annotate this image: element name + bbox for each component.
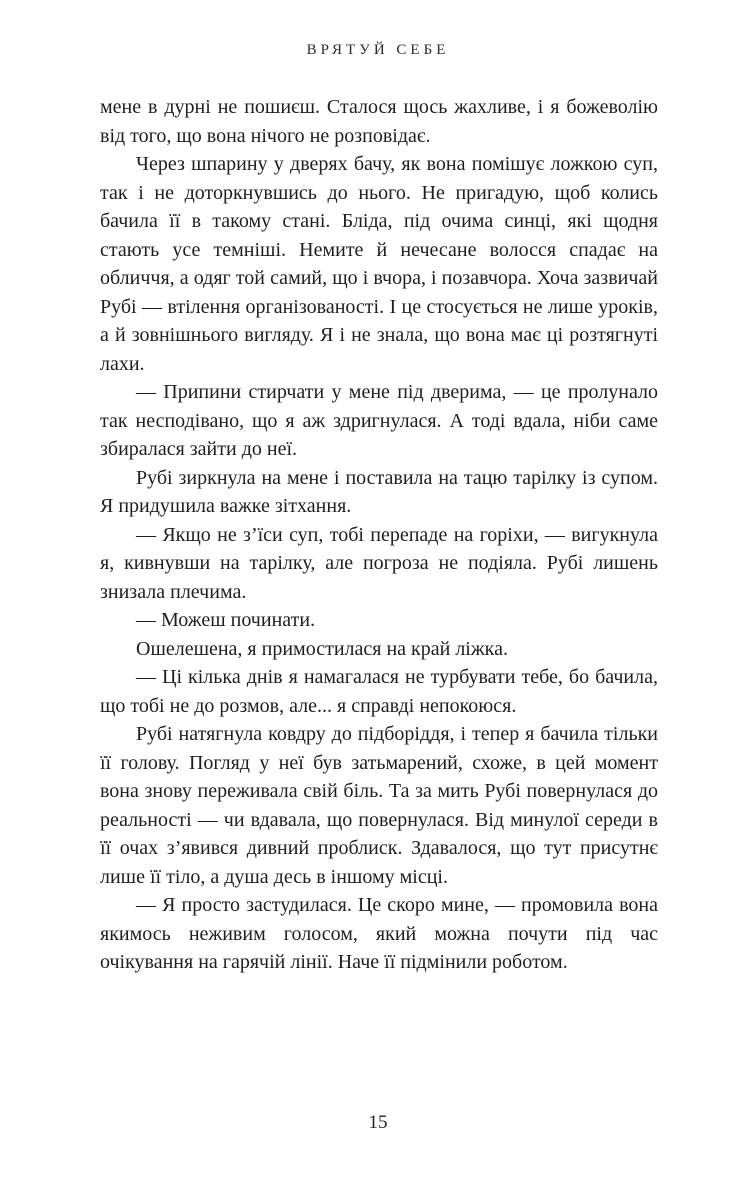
page-body bbox=[100, 93, 658, 977]
paragraph: — Припини стирчати у мене під дверима, — це пролунало так несподівано, що я аж здригнулася. А тоді вдала, ніби саме збиралася зайти до неї. bbox=[100, 381, 658, 460]
paragraph: Рубі зиркнула на мене і поставила на тацю тарілку із супом. Я придушила важке зітхання. bbox=[100, 466, 658, 517]
paragraph: Через шпарину у дверях бачу, як вона помішує ложкою суп, так і не доторкнувшись до нього. Не пригадую, щоб колись бачила її в такому стані. Бліда, під очима синці, які щодня стають усе темніші. Немите й нечесане волосся спадає на обличчя, а одяг той самий, що і вчора, і позавчора. Хоча зазвичай Рубі — втілення організованості. І це стосується не лише уроків, а й зовнішнього вигляду. Я і не знала, що вона має ці розтягнуті лахи. bbox=[100, 153, 658, 375]
paragraph: — Можеш починати. bbox=[136, 609, 316, 631]
running-header: ВРЯТУЙ СЕБЕ bbox=[306, 42, 450, 58]
paragraph: — Якщо не з’їси суп, тобі перепаде на горіхи, — вигукнула я, кивнувши на тарілку, але погроза не подіяла. Рубі лишень знизала плечима. bbox=[100, 523, 658, 603]
paragraph: — Ці кілька днів я намагалася не турбувати тебе, бо бачила, що тобі не до розмов, але... я справді непокоюся. bbox=[100, 666, 658, 717]
page-number: 15 bbox=[368, 1112, 388, 1133]
paragraph: Рубі натягнула ковдру до підборіддя, і тепер я бачила тільки її голову. Погляд у неї був затьмарений, схоже, в цей момент вона знову переживала свій біль. Та за мить Рубі повернулася до реальності — чи вдавала, що повернулася. Від минулої середи в її очах з’явився дивний проблиск. Здавалося, що тут присутнє лише її тіло, а душа десь в іншому місці. bbox=[100, 723, 658, 888]
paragraph: — Я просто застудилася. Це скоро мине, — промовила вона якимось неживим голосом, який можна почути під час очікування на гарячій лінії. Наче її підмінили роботом. bbox=[100, 894, 658, 973]
paragraph: мене в дурні не пошиєш. Сталося щось жахливе, і я божеволію від того, що вона нічого не розповідає. bbox=[100, 96, 658, 147]
paragraph: Ошелешена, я примостилася на край ліжка. bbox=[136, 637, 508, 660]
